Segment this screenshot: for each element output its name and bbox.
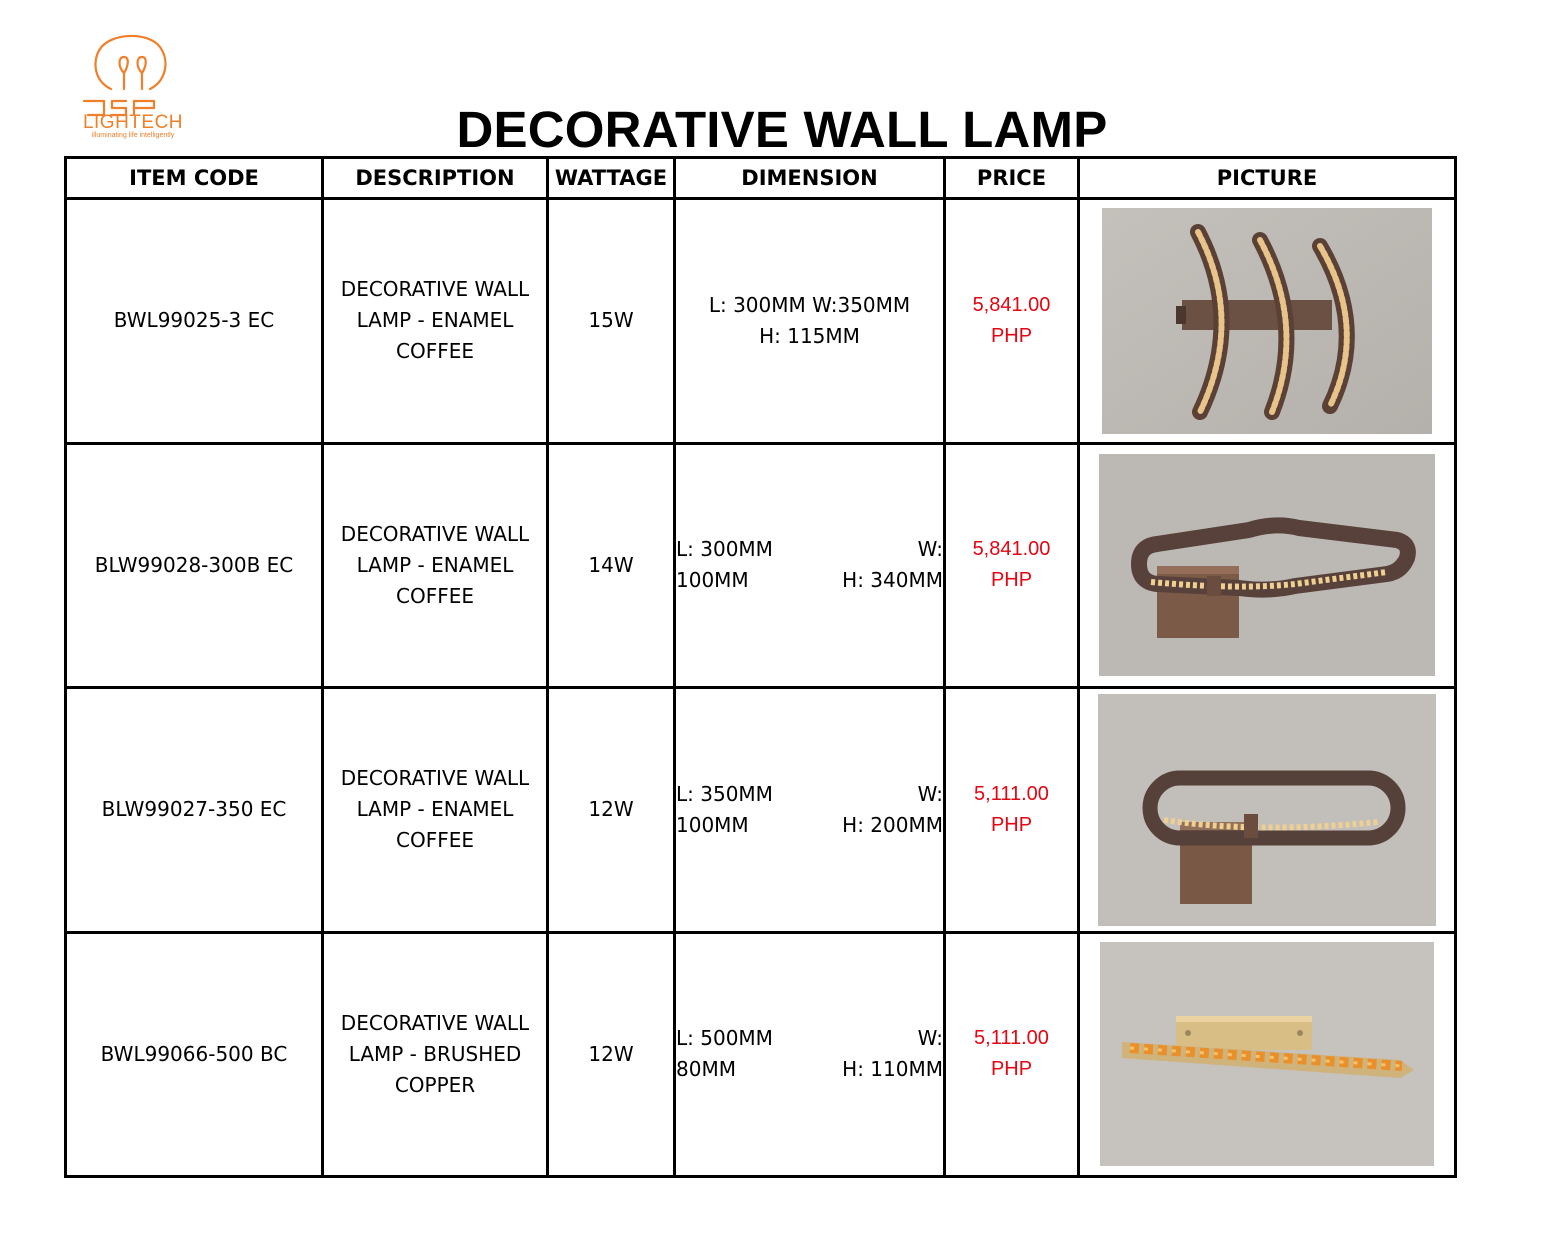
dimension-text: H: 200MM (842, 812, 943, 837)
dimension-text: L: 350MM (676, 781, 773, 806)
description-line: LAMP - ENAMEL (356, 552, 514, 577)
description-line: LAMP - BRUSHED (348, 1041, 522, 1066)
linear-crystal-bar-wall-lamp-image (1100, 942, 1434, 1166)
dimension-text: L: 500MM (676, 1026, 773, 1051)
description-line: LAMP - ENAMEL (356, 308, 514, 333)
table-row (66, 199, 1456, 444)
price (945, 443, 1079, 688)
header-wattage: WATTAGE (548, 158, 675, 199)
price-amount: 5,111.00 (974, 1027, 1049, 1050)
dimension-text: H: 340MM (842, 568, 943, 593)
header-price: PRICE (945, 158, 1079, 199)
dimension (675, 199, 945, 444)
price (945, 688, 1079, 933)
header-dimension: DIMENSION (675, 158, 945, 199)
price-currency: PHP (990, 813, 1033, 836)
wattage: 12W (548, 932, 675, 1177)
item-code: BLW99028-300B EC (66, 443, 323, 688)
price-amount: 5,841.00 (972, 538, 1051, 561)
dimension-text: L: 300MM W:350MM (708, 292, 911, 317)
description-line: COFFEE (396, 583, 474, 608)
dimension-text: 80MM (676, 1057, 736, 1082)
price (945, 932, 1079, 1177)
logo-brand: LIGHTECH (82, 112, 184, 133)
item-code: BLW99027-350 EC (66, 688, 323, 933)
logo-tagline: illuminating life intelligently (91, 132, 175, 139)
dimension-text: W: (917, 781, 943, 806)
table-row (66, 932, 1456, 1177)
description-line: DECORATIVE WALL (340, 521, 530, 546)
table-row (66, 688, 1456, 933)
description (323, 932, 548, 1177)
item-code: BWL99025-3 EC (66, 199, 323, 444)
description-line: DECORATIVE WALL (340, 277, 530, 302)
picture-cell (1079, 443, 1456, 688)
page-title: DECORATIVE WALL LAMP (456, 101, 1108, 159)
price-currency: PHP (990, 324, 1033, 347)
price-currency: PHP (990, 1058, 1033, 1081)
table-header-row (66, 158, 1456, 199)
dimension (675, 443, 945, 688)
dimension-text: 100MM (676, 568, 749, 593)
item-code: BWL99066-500 BC (66, 932, 323, 1177)
dimension (675, 932, 945, 1177)
description-line: LAMP - ENAMEL (356, 797, 514, 822)
picture-cell (1079, 688, 1456, 933)
description-line: COFFEE (396, 339, 474, 364)
three-arc-crystal-wall-lamp-image (1102, 208, 1432, 434)
oval-ring-crystal-wall-lamp-image (1098, 694, 1436, 926)
price-currency: PHP (990, 569, 1033, 592)
price (945, 199, 1079, 444)
description-line: COFFEE (396, 828, 474, 853)
description (323, 199, 548, 444)
wattage: 14W (548, 443, 675, 688)
description-line: DECORATIVE WALL (340, 766, 530, 791)
dimension-text: H: 110MM (842, 1057, 943, 1082)
wattage: 12W (548, 688, 675, 933)
dimension-text: W: (917, 537, 943, 562)
description-line: DECORATIVE WALL (340, 1010, 530, 1035)
product-table (64, 156, 1457, 1178)
table-row (66, 443, 1456, 688)
wattage: 15W (548, 199, 675, 444)
description (323, 688, 548, 933)
header-picture: PICTURE (1079, 158, 1456, 199)
dimension (675, 688, 945, 933)
price-amount: 5,841.00 (972, 293, 1051, 316)
dimension-text: W: (917, 1026, 943, 1051)
picture-cell (1079, 199, 1456, 444)
header-description: DESCRIPTION (323, 158, 548, 199)
picture-cell (1079, 932, 1456, 1177)
price-amount: 5,111.00 (974, 782, 1049, 805)
header-item-code: ITEM CODE (66, 158, 323, 199)
dimension-text: L: 300MM (676, 537, 773, 562)
description (323, 443, 548, 688)
dimension-text: H: 115MM (759, 323, 860, 348)
dimension-text: 100MM (676, 812, 749, 837)
square-ring-crystal-wall-lamp-image (1099, 454, 1435, 676)
description-line: COPPER (394, 1072, 476, 1097)
